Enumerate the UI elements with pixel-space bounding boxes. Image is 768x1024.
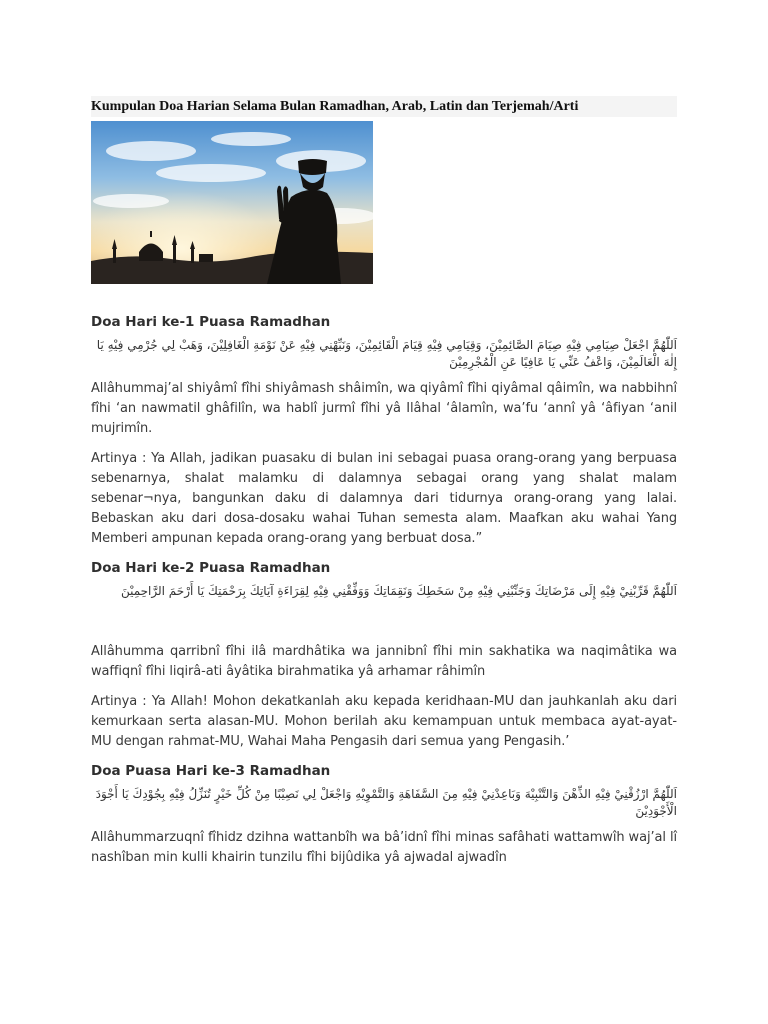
arabic-prayer-text: اَللّٰهُمَّ اجْعَلْ صِيَامِي فِيْهِ صِيَامَ الصَّائِمِيْنَ، وَقِيَامِي فِيْهِ قِيَامَ الْقَائِمِيْنَ، وَنَبِّهْنِي فِيْهِ عَنْ نَوْمَةِ الْغَافِلِيْنَ، وَهَبْ لِي جُرْمِي فِيْهِ يَا إِلٰهَ الْعَالَمِيْنَ، وَاعْفُ عَنِّي يَا عَافِيًا عَنِ الْمُجْرِمِيْنَ: [96, 338, 677, 369]
document-title: Kumpulan Doa Harian Selama Bulan Ramadhan, Arab, Latin dan Terjemah/Arti: [91, 96, 677, 117]
latin-transliteration: Allâhumma qarribnî fîhi ilâ mardhâtika wa jannibnî fîhi min sakhatika wa naqimâtika wa waffiqnî fîhi liqirâ-ati âyâtika birahmatika yâ arhamar râhimîn: [91, 644, 677, 679]
section-heading: Doa Hari ke-2 Puasa Ramadhan: [91, 560, 331, 576]
hero-image-praying-silhouette: [91, 121, 373, 284]
arabic-prayer-text: اَللّٰهُمَّ قَرِّبْنِيْ فِيْهِ إِلَى مَرْضَاتِكَ وَجَنِّبْنِي فِيْهِ مِنْ سَخَطِكَ وَنَقِمَاتِكَ وَوَفِّقْنِي فِيْهِ لِقِرَاءَةِ آيَاتِكَ بِرَحْمَتِكَ يَا أَرْحَمَ الرَّاحِمِيْنَ: [120, 584, 677, 598]
section-heading: Doa Hari ke-1 Puasa Ramadhan: [91, 314, 331, 330]
section-day-1: [91, 313, 677, 549]
section-heading: Doa Puasa Hari ke-3 Ramadhan: [91, 763, 331, 779]
section-day-2: [91, 559, 677, 752]
translation-text: Artinya : Ya Allah, jadikan puasaku di bulan ini sebagai puasa orang-orang yang berpuasa sebenarnya, shalat malamku di dalamnya sebagai orang yang shalat malam sebenar¬nya, bangunkan daku di dalamnya dari tidurnya orang-orang yang lalai. Bebaskan aku dari dosa-dosaku wahai Tuhan semesta alam. Maafkan aku wahai Yang Memberi ampunan kepada orang-orang yang berbuat dosa.”: [91, 451, 677, 546]
arabic-prayer-text: اَللّٰهُمَّ ارْزُقْنِيْ فِيْهِ الذِّهْنَ وَالتَّنْبِيْهَ وَبَاعِدْنِيْ فِيْهِ مِنَ السَّفَاهَةِ وَالتَّمْوِيْهِ وَاجْعَلْ لِي نَصِيْبًا مِنْ كُلِّ خَيْرٍ تُنَزِّلُ فِيْهِ بِجُوْدِكَ يَا أَجْوَدَ الْأَجْوَدِيْنَ: [95, 787, 677, 818]
latin-transliteration: Allâhummaj’al shiyâmî fîhi shiyâmash shâimîn, wa qiyâmî fîhi qiyâmal qâimîn, wa nabbihnî fîhi ‘an nawmatil ghâfilîn, wa hablî jurmî fîhi yâ Ilâhal ‘âlamîn, wa’fu ‘annî yâ ‘âfiyan ‘anil mujrimîn.: [91, 381, 677, 436]
section-day-3: [91, 762, 677, 868]
latin-transliteration: Allâhummarzuqnî fîhidz dzihna wattanbîh wa bâ’idnî fîhi minas safâhati wattamwîh waj’al lî nashîban min kulli khairin tunzilu fîhi bijûdika yâ ajwadal ajwadîn: [91, 830, 677, 865]
article: [91, 96, 677, 878]
translation-text: Artinya : Ya Allah! Mohon dekatkanlah aku kepada keridhaan-MU dan jauhkanlah aku dari kemurkaan serta alasan-MU. Mohon berilah aku kemampuan untuk membaca ayat-ayat-MU dengan rahmat-MU, Wahai Maha Pengasih dari semua yang Pengasih.’: [91, 694, 677, 749]
